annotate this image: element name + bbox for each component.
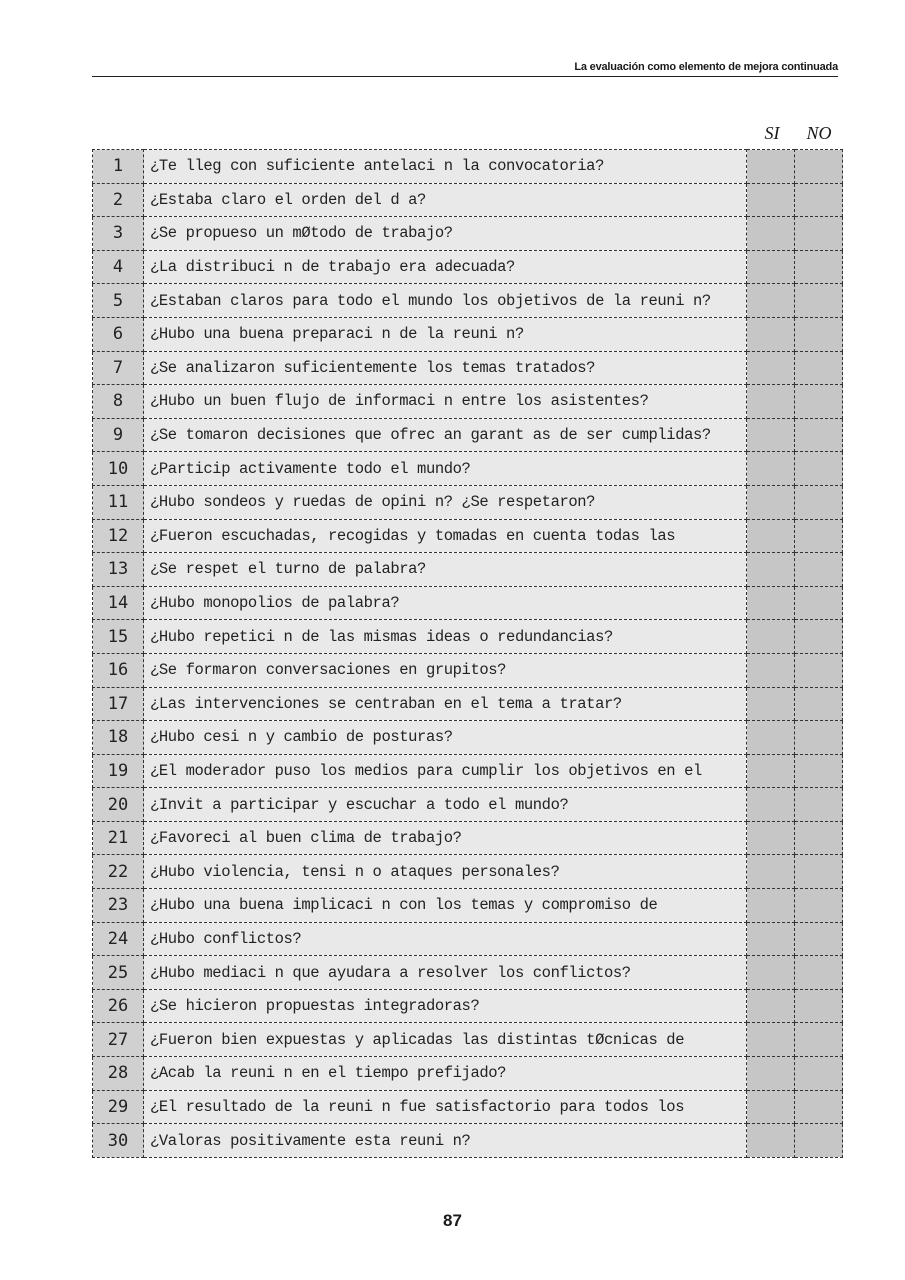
no-answer-cell[interactable]	[795, 721, 843, 755]
yes-answer-cell[interactable]	[747, 956, 795, 990]
question-number: 6	[93, 317, 144, 351]
yes-answer-cell[interactable]	[747, 989, 795, 1023]
question-number: 3	[93, 217, 144, 251]
yes-answer-cell[interactable]	[747, 385, 795, 419]
yes-answer-cell[interactable]	[747, 217, 795, 251]
no-answer-cell[interactable]	[795, 351, 843, 385]
question-row	[93, 687, 843, 721]
question-text: ¿Fueron bien expuestas y aplicadas las distintas tØcnicas de	[144, 1023, 747, 1057]
question-number: 12	[93, 519, 144, 553]
question-row	[93, 317, 843, 351]
no-answer-cell[interactable]	[795, 1124, 843, 1158]
yes-answer-cell[interactable]	[747, 284, 795, 318]
no-answer-cell[interactable]	[795, 485, 843, 519]
question-text: ¿Hubo repetici n de las mismas ideas o redundancias?	[144, 620, 747, 654]
question-text: ¿El moderador puso los medios para cumplir los objetivos en el	[144, 754, 747, 788]
no-answer-cell[interactable]	[795, 1090, 843, 1124]
yes-answer-cell[interactable]	[747, 1090, 795, 1124]
no-answer-cell[interactable]	[795, 217, 843, 251]
question-row	[93, 385, 843, 419]
question-number: 8	[93, 385, 144, 419]
question-text: ¿Favoreci al buen clima de trabajo?	[144, 821, 747, 855]
question-number: 29	[93, 1090, 144, 1124]
yes-answer-cell[interactable]	[747, 922, 795, 956]
question-text: ¿Hubo conflictos?	[144, 922, 747, 956]
yes-answer-cell[interactable]	[747, 485, 795, 519]
question-number: 18	[93, 721, 144, 755]
question-text: ¿Hubo una buena preparaci n de la reuni n?	[144, 317, 747, 351]
no-answer-cell[interactable]	[795, 150, 843, 184]
running-header	[92, 58, 838, 77]
question-text: ¿Se tomaron decisiones que ofrec an garant as de ser cumplidas?	[144, 418, 747, 452]
question-number: 21	[93, 821, 144, 855]
no-answer-cell[interactable]	[795, 855, 843, 889]
question-text: ¿Fueron escuchadas, recogidas y tomadas en cuenta todas las	[144, 519, 747, 553]
yes-answer-cell[interactable]	[747, 687, 795, 721]
question-row	[93, 452, 843, 486]
no-answer-cell[interactable]	[795, 889, 843, 923]
no-answer-cell[interactable]	[795, 418, 843, 452]
yes-answer-cell[interactable]	[747, 250, 795, 284]
question-text: ¿Particip activamente todo el mundo?	[144, 452, 747, 486]
question-text: ¿Valoras positivamente esta reuni n?	[144, 1124, 747, 1158]
question-row	[93, 1124, 843, 1158]
question-row	[93, 150, 843, 184]
question-number: 17	[93, 687, 144, 721]
no-answer-cell[interactable]	[795, 452, 843, 486]
yes-answer-cell[interactable]	[747, 620, 795, 654]
question-number: 4	[93, 250, 144, 284]
yes-answer-cell[interactable]	[747, 754, 795, 788]
question-row	[93, 821, 843, 855]
yes-answer-cell[interactable]	[747, 855, 795, 889]
no-answer-cell[interactable]	[795, 653, 843, 687]
question-number: 14	[93, 586, 144, 620]
question-text: ¿El resultado de la reuni n fue satisfactorio para todos los	[144, 1090, 747, 1124]
question-row	[93, 1090, 843, 1124]
no-column-header: NO	[806, 123, 832, 143]
yes-answer-cell[interactable]	[747, 183, 795, 217]
no-answer-cell[interactable]	[795, 821, 843, 855]
yes-answer-cell[interactable]	[747, 1057, 795, 1091]
question-number: 27	[93, 1023, 144, 1057]
no-answer-cell[interactable]	[795, 1023, 843, 1057]
yes-answer-cell[interactable]	[747, 519, 795, 553]
no-answer-cell[interactable]	[795, 183, 843, 217]
yes-answer-cell[interactable]	[747, 653, 795, 687]
question-text: ¿Hubo sondeos y ruedas de opini n? ¿Se respetaron?	[144, 485, 747, 519]
question-number: 26	[93, 989, 144, 1023]
page-number: 87	[443, 1211, 462, 1230]
question-number: 1	[93, 150, 144, 184]
question-row	[93, 485, 843, 519]
yes-answer-cell[interactable]	[747, 721, 795, 755]
question-text: ¿La distribuci n de trabajo era adecuada?	[144, 250, 747, 284]
yes-answer-cell[interactable]	[747, 1023, 795, 1057]
question-text: ¿Las intervenciones se centraban en el tema a tratar?	[144, 687, 747, 721]
question-number: 28	[93, 1057, 144, 1091]
question-text: ¿Se respet el turno de palabra?	[144, 553, 747, 587]
no-answer-cell[interactable]	[795, 1057, 843, 1091]
yes-answer-cell[interactable]	[747, 1124, 795, 1158]
no-answer-cell[interactable]	[795, 620, 843, 654]
yes-answer-cell[interactable]	[747, 586, 795, 620]
question-row	[93, 754, 843, 788]
question-row	[93, 250, 843, 284]
question-text: ¿Estaban claros para todo el mundo los objetivos de la reuni n?	[144, 284, 747, 318]
question-number: 30	[93, 1124, 144, 1158]
no-answer-cell[interactable]	[795, 385, 843, 419]
question-number: 5	[93, 284, 144, 318]
question-text: ¿Hubo un buen flujo de informaci n entre los asistentes?	[144, 385, 747, 419]
evaluation-questionnaire-table	[92, 149, 843, 1158]
question-row	[93, 956, 843, 990]
question-row	[93, 721, 843, 755]
no-answer-cell[interactable]	[795, 687, 843, 721]
yes-answer-cell[interactable]	[747, 821, 795, 855]
question-text: ¿Te lleg con suficiente antelaci n la convocatoria?	[144, 150, 747, 184]
no-answer-cell[interactable]	[795, 754, 843, 788]
question-number: 25	[93, 956, 144, 990]
question-row	[93, 1023, 843, 1057]
question-row	[93, 889, 843, 923]
question-row	[93, 284, 843, 318]
question-number: 11	[93, 485, 144, 519]
question-row	[93, 519, 843, 553]
question-row	[93, 653, 843, 687]
yes-answer-cell[interactable]	[747, 317, 795, 351]
question-number: 13	[93, 553, 144, 587]
question-text: ¿Hubo cesi n y cambio de posturas?	[144, 721, 747, 755]
question-row	[93, 788, 843, 822]
question-row	[93, 620, 843, 654]
question-text: ¿Se formaron conversaciones en grupitos?	[144, 653, 747, 687]
no-answer-cell[interactable]	[795, 553, 843, 587]
yes-answer-cell[interactable]	[747, 889, 795, 923]
yes-answer-cell[interactable]	[747, 788, 795, 822]
no-answer-cell[interactable]	[795, 284, 843, 318]
question-number: 10	[93, 452, 144, 486]
question-number: 2	[93, 183, 144, 217]
question-number: 7	[93, 351, 144, 385]
question-number: 20	[93, 788, 144, 822]
question-number: 24	[93, 922, 144, 956]
question-row	[93, 418, 843, 452]
yes-answer-cell[interactable]	[747, 351, 795, 385]
question-row	[93, 586, 843, 620]
question-text: ¿Hubo monopolios de palabra?	[144, 586, 747, 620]
yes-answer-cell[interactable]	[747, 452, 795, 486]
question-text: ¿Hubo mediaci n que ayudara a resolver los conflictos?	[144, 956, 747, 990]
question-row	[93, 553, 843, 587]
question-text: ¿Estaba claro el orden del d a?	[144, 183, 747, 217]
question-text: ¿Se hicieron propuestas integradoras?	[144, 989, 747, 1023]
yes-answer-cell[interactable]	[747, 418, 795, 452]
question-row	[93, 922, 843, 956]
question-text: ¿Invit a participar y escuchar a todo el mundo?	[144, 788, 747, 822]
no-answer-cell[interactable]	[795, 922, 843, 956]
no-answer-cell[interactable]	[795, 250, 843, 284]
question-row	[93, 351, 843, 385]
no-answer-cell[interactable]	[795, 586, 843, 620]
yes-answer-cell[interactable]	[747, 150, 795, 184]
question-number: 16	[93, 653, 144, 687]
running-title: La evaluación como elemento de mejora continuada	[574, 61, 838, 73]
question-row	[93, 855, 843, 889]
question-row	[93, 989, 843, 1023]
yes-column-header: SI	[764, 123, 780, 143]
question-text: ¿Acab la reuni n en el tiempo prefijado?	[144, 1057, 747, 1091]
question-row	[93, 183, 843, 217]
yes-answer-cell[interactable]	[747, 553, 795, 587]
no-answer-cell[interactable]	[795, 956, 843, 990]
question-text: ¿Hubo una buena implicaci n con los temas y compromiso de	[144, 889, 747, 923]
question-text: ¿Se analizaron suficientemente los temas tratados?	[144, 351, 747, 385]
question-row	[93, 1057, 843, 1091]
question-number: 22	[93, 855, 144, 889]
question-row	[93, 217, 843, 251]
question-number: 15	[93, 620, 144, 654]
question-number: 9	[93, 418, 144, 452]
question-text: ¿Se propueso un mØtodo de trabajo?	[144, 217, 747, 251]
no-answer-cell[interactable]	[795, 989, 843, 1023]
no-answer-cell[interactable]	[795, 788, 843, 822]
question-number: 23	[93, 889, 144, 923]
no-answer-cell[interactable]	[795, 519, 843, 553]
question-number: 19	[93, 754, 144, 788]
no-answer-cell[interactable]	[795, 317, 843, 351]
question-text: ¿Hubo violencia, tensi n o ataques personales?	[144, 855, 747, 889]
